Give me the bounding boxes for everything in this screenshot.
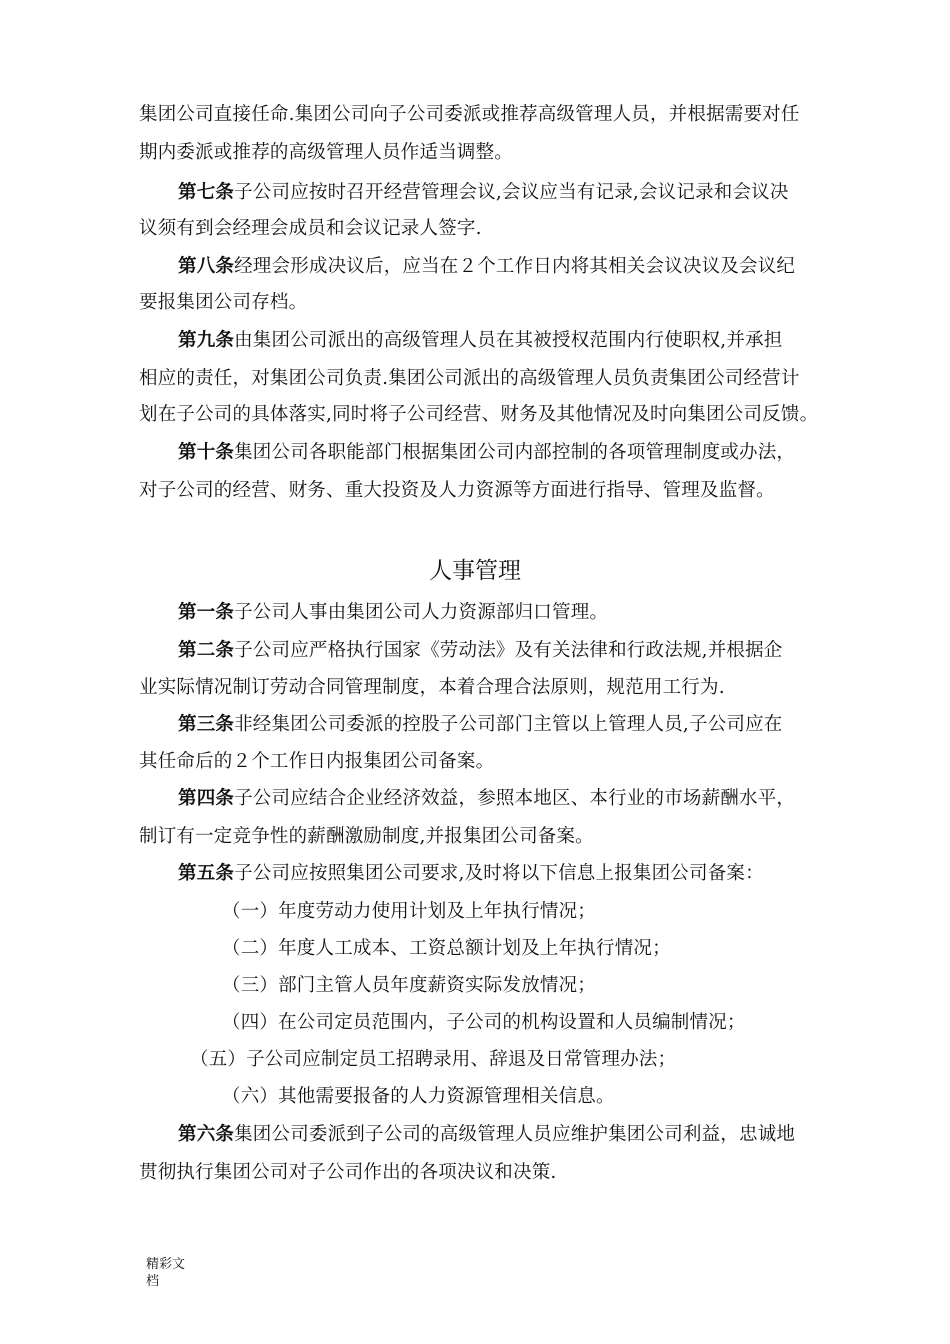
paragraph-line: 制订有一定竞争性的薪酬激励制度,并报集团公司备案。 bbox=[139, 826, 594, 847]
article-7-line: 第七条子公司应按时召开经营管理会议,会议应当有记录,会议记录和会议决 bbox=[178, 182, 789, 203]
list-item: （一）年度劳动力使用计划及上年执行情况； bbox=[222, 901, 597, 922]
section-title: 人事管理 bbox=[429, 558, 521, 584]
article-label: 第三条 bbox=[178, 714, 235, 735]
article-8-line: 第八条经理会形成决议后，应当在２个工作日内将其相关会议决议及会议纪 bbox=[178, 256, 796, 277]
list-item: （二）年度人工成本、工资总额计划及上年执行情况； bbox=[222, 938, 671, 959]
article-3-line: 第三条非经集团公司委派的控股子公司部门主管以上管理人员,子公司应在 bbox=[178, 714, 783, 735]
article-label: 第四条 bbox=[178, 788, 235, 809]
article-label: 第五条 bbox=[178, 863, 235, 884]
article-label: 第六条 bbox=[178, 1124, 235, 1145]
paragraph-line: 业实际情况制订劳动合同管理制度，本着合理合法原则，规范用工行为. bbox=[139, 677, 725, 698]
paragraph-line: 对子公司的经营、财务、重大投资及人力资源等方面进行指导、管理及监督。 bbox=[139, 480, 775, 501]
article-1-line: 第一条子公司人事由集团公司人力资源部归口管理。 bbox=[178, 602, 609, 623]
list-item: （四）在公司定员范围内，子公司的机构设置和人员编制情况； bbox=[222, 1012, 746, 1033]
paragraph-line: 其任命后的２个工作日内报集团公司备案。 bbox=[139, 751, 495, 772]
footer-line: 精彩文 bbox=[146, 1257, 186, 1272]
article-4-line: 第四条子公司应结合企业经济效益，参照本地区、本行业的市场薪酬水平， bbox=[178, 788, 796, 809]
article-10-line: 第十条集团公司各职能部门根据集团公司内部控制的各项管理制度或办法， bbox=[178, 442, 796, 463]
footer-line: 档 bbox=[146, 1274, 160, 1289]
paragraph-line: 贯彻执行集团公司对子公司作出的各项决议和决策. bbox=[139, 1162, 557, 1183]
paragraph-line: 期内委派或推荐的高级管理人员作适当调整。 bbox=[139, 142, 514, 163]
article-label: 第十条 bbox=[178, 442, 235, 463]
paragraph-line: 划在子公司的具体落实,同时将子公司经营、财务及其他情况及时向集团公司反馈。 bbox=[139, 404, 819, 425]
article-label: 第八条 bbox=[178, 256, 235, 277]
paragraph-line: 要报集团公司存档。 bbox=[139, 292, 308, 313]
paragraph-line: 相应的责任，对集团公司负责.集团公司派出的高级管理人员负责集团公司经营计 bbox=[139, 368, 800, 389]
article-label: 第七条 bbox=[178, 182, 235, 203]
article-label: 第一条 bbox=[178, 602, 235, 623]
page-footer bbox=[146, 1256, 206, 1290]
paragraph-line: 集团公司直接任命.集团公司向子公司委派或推荐高级管理人员，并根据需要对任 bbox=[139, 104, 800, 125]
article-9-line: 第九条由集团公司派出的高级管理人员在其被授权范围内行使职权,并承担 bbox=[178, 330, 783, 351]
article-2-line: 第二条子公司应严格执行国家《劳动法》及有关法律和行政法规,并根据企 bbox=[178, 640, 783, 661]
article-label: 第九条 bbox=[178, 330, 235, 351]
paragraph-line: 议须有到会经理会成员和会议记录人签字. bbox=[139, 218, 482, 239]
list-item: （三）部门主管人员年度薪资实际发放情况； bbox=[222, 975, 597, 996]
article-6-line: 第六条集团公司委派到子公司的高级管理人员应维护集团公司利益，忠诚地 bbox=[178, 1124, 796, 1145]
article-label: 第二条 bbox=[178, 640, 235, 661]
article-5-line: 第五条子公司应按照集团公司要求,及时将以下信息上报集团公司备案： bbox=[178, 863, 764, 884]
list-item: （六）其他需要报备的人力资源管理相关信息。 bbox=[222, 1086, 615, 1107]
list-item: （五）子公司应制定员工招聘录用、辞退及日常管理办法； bbox=[190, 1049, 677, 1070]
